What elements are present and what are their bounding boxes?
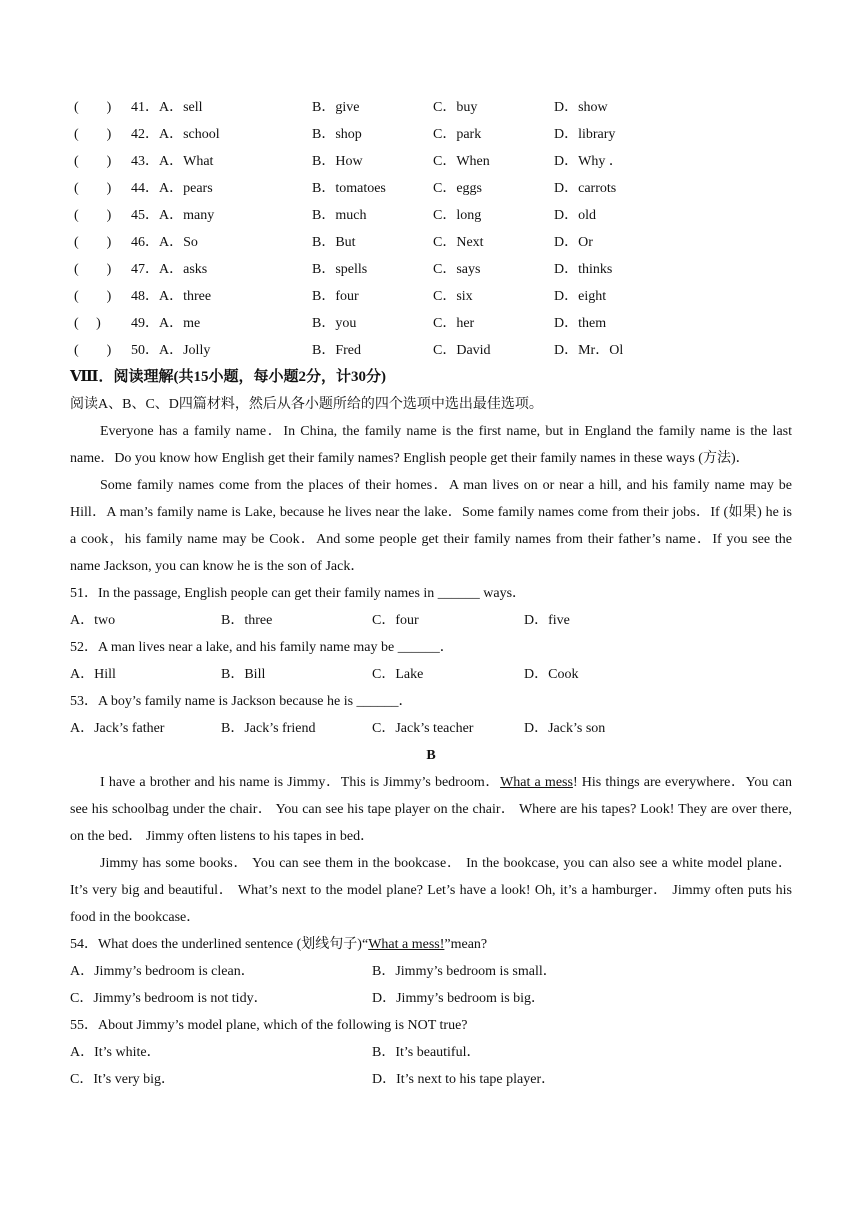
answer-bracket: ( ) <box>74 262 112 277</box>
question-53-options <box>70 715 792 742</box>
option-d[interactable]: D．Mr．Ol <box>554 343 624 358</box>
option-a[interactable]: A．Jack’s father <box>70 721 165 736</box>
option-d[interactable]: D．them <box>554 316 607 331</box>
answer-bracket: ( ) <box>74 208 112 223</box>
question-number-option-a[interactable]: 42．A．school <box>131 127 220 142</box>
option-d[interactable]: D．library <box>554 127 616 142</box>
option-b[interactable]: B．It’s beautiful． <box>372 1045 481 1060</box>
option-b[interactable]: B．much <box>312 208 367 223</box>
choice-row <box>70 148 792 175</box>
option-c[interactable]: C．Next <box>433 235 484 250</box>
answer-bracket: ( ) <box>74 343 112 358</box>
option-b[interactable]: B．Bill <box>221 667 266 682</box>
q54-stem-end: ”mean? <box>444 937 488 952</box>
answer-bracket: ( ) <box>74 289 112 304</box>
option-c[interactable]: C．Jimmy’s bedroom is not tidy． <box>70 991 268 1006</box>
question-55-stem: 55．About Jimmy’s model plane, which of the following is NOT true? <box>70 1018 468 1033</box>
question-number-option-a[interactable]: 47．A．asks <box>131 262 208 277</box>
option-b[interactable]: B．three <box>221 613 273 628</box>
question-54-options-ab <box>70 958 792 985</box>
answer-bracket: ( ) <box>74 127 112 142</box>
option-d[interactable]: D．Cook <box>524 667 579 682</box>
option-c[interactable]: C．David <box>433 343 491 358</box>
question-51-options <box>70 607 792 634</box>
question-number-option-a[interactable]: 45．A．many <box>131 208 215 223</box>
answer-bracket: ( ) <box>74 235 112 250</box>
choice-row <box>70 283 792 310</box>
option-c[interactable]: C．When <box>433 154 490 169</box>
option-d[interactable]: D．show <box>554 100 608 115</box>
choice-row <box>70 202 792 229</box>
question-number-option-a[interactable]: 41．A．sell <box>131 100 203 115</box>
question-52-options <box>70 661 792 688</box>
choice-row <box>70 229 792 256</box>
option-c[interactable]: C．buy <box>433 100 478 115</box>
option-a[interactable]: A．Hill <box>70 667 116 682</box>
option-d[interactable]: D．Jimmy’s bedroom is big． <box>372 991 546 1006</box>
question-53-stem: 53．A boy’s family name is Jackson because he is ______． <box>70 694 413 709</box>
passage-a-paragraph-1: Everyone has a family name．In China, the family name is the first name, but in England the family name is the last name．Do you know how English get their family names? English people get their family names in these ways (方法)． <box>70 424 792 466</box>
option-b[interactable]: B．you <box>312 316 357 331</box>
passage-b-paragraph-2: Jimmy has some books． You can see them in the bookcase． In the bookcase, you can also see a white model plane． It’s very big and beautiful． What’s next to the model plane? Let’s have a look! Oh, it’s a hamburger． Jimmy often puts his food in the bookcase． <box>70 856 792 925</box>
option-c[interactable]: C．says <box>433 262 481 277</box>
cloze-choice-list <box>70 94 792 364</box>
option-d[interactable]: D．thinks <box>554 262 613 277</box>
option-d[interactable]: D．eight <box>554 289 607 304</box>
question-54-options-cd <box>70 985 792 1012</box>
option-b[interactable]: B．Fred <box>312 343 361 358</box>
choice-row <box>70 337 792 364</box>
choice-row <box>70 121 792 148</box>
underlined-sentence: What a mess <box>500 775 573 790</box>
question-number-option-a[interactable]: 46．A．So <box>131 235 198 250</box>
passage-a-paragraph-2: Some family names come from the places of their homes．A man lives on or near a hill, and his family name may be Hill．A man’s family name is Lake, because he lives near the lake．Some family names come from their jobs．If (如果) he is a cook，his family name may be Cook．And some people get their family names from their father’s name．If you see the name Jackson, you can know he is the son of Jack． <box>70 478 792 574</box>
option-d[interactable]: D．Or <box>554 235 593 250</box>
option-c[interactable]: C．four <box>372 613 419 628</box>
option-b[interactable]: B．give <box>312 100 360 115</box>
question-number-option-a[interactable]: 44．A．pears <box>131 181 213 196</box>
passage-b-p1-end: ! His things are everywhere．You can see his schoolbag under the chair． You can see his tape player on the chair． Where are his tapes? Look! They are over there, on the bed． Jimmy often listens to his tapes in bed． <box>70 775 792 844</box>
question-51-stem: 51．In the passage, English people can get their family names in ______ ways． <box>70 586 527 601</box>
answer-bracket: ( ) <box>74 154 112 169</box>
option-c[interactable]: C．her <box>433 316 475 331</box>
section-title: Ⅷ．阅读理解(共15小题，每小题2分，计30分) <box>70 369 386 385</box>
option-c[interactable]: C．It’s very big． <box>70 1072 175 1087</box>
answer-bracket: ( ) <box>74 181 112 196</box>
passage-b-label: B <box>426 748 436 763</box>
answer-bracket: ( ) <box>74 316 101 331</box>
option-d[interactable]: D．carrots <box>554 181 617 196</box>
question-52-stem: 52．A man lives near a lake, and his family name may be ______． <box>70 640 454 655</box>
question-54-stem <box>70 931 792 958</box>
passage-b-paragraph-1 <box>70 769 792 850</box>
option-d[interactable]: D．five <box>524 613 570 628</box>
option-b[interactable]: B．Jack’s friend <box>221 721 316 736</box>
option-b[interactable]: B．shop <box>312 127 362 142</box>
question-number-option-a[interactable]: 49．A．me <box>131 316 201 331</box>
option-d[interactable]: D．Why ． <box>554 154 623 169</box>
option-b[interactable]: B．spells <box>312 262 368 277</box>
question-55-options-ab <box>70 1039 792 1066</box>
choice-row <box>70 310 792 337</box>
option-c[interactable]: C．Jack’s teacher <box>372 721 474 736</box>
option-b[interactable]: B．Jimmy’s bedroom is small． <box>372 964 557 979</box>
answer-bracket: ( ) <box>74 100 112 115</box>
choice-row <box>70 94 792 121</box>
question-number-option-a[interactable]: 50．A．Jolly <box>131 343 211 358</box>
option-b[interactable]: B．four <box>312 289 359 304</box>
option-b[interactable]: B．How <box>312 154 363 169</box>
option-c[interactable]: C．long <box>433 208 482 223</box>
option-c[interactable]: C．eggs <box>433 181 482 196</box>
option-c[interactable]: C．Lake <box>372 667 424 682</box>
option-a[interactable]: A．Jimmy’s bedroom is clean． <box>70 964 255 979</box>
question-number-option-a[interactable]: 43．A．What <box>131 154 214 169</box>
option-b[interactable]: B．But <box>312 235 356 250</box>
option-d[interactable]: D．old <box>554 208 596 223</box>
option-a[interactable]: A．two <box>70 613 116 628</box>
passage-b-p1-start: I have a brother and his name is Jimmy．This is Jimmy’s bedroom． <box>100 775 501 790</box>
option-a[interactable]: A．It’s white． <box>70 1045 161 1060</box>
exam-page <box>70 94 792 1093</box>
choice-row <box>70 256 792 283</box>
instruction-text: 阅读A、B、C、D四篇材料，然后从各小题所给的四个选项中选出最佳选项。 <box>70 397 543 412</box>
option-b[interactable]: B．tomatoes <box>312 181 386 196</box>
option-c[interactable]: C．park <box>433 127 482 142</box>
option-c[interactable]: C．six <box>433 289 473 304</box>
q54-underlined-quote: What a mess! <box>368 937 445 952</box>
choice-row <box>70 175 792 202</box>
q54-stem-start: 54．What does the underlined sentence (划线句子)“ <box>70 937 369 952</box>
option-d[interactable]: D．Jack’s son <box>524 721 606 736</box>
option-d[interactable]: D．It’s next to his tape player． <box>372 1072 556 1087</box>
question-number-option-a[interactable]: 48．A．three <box>131 289 212 304</box>
question-55-options-cd <box>70 1066 792 1093</box>
